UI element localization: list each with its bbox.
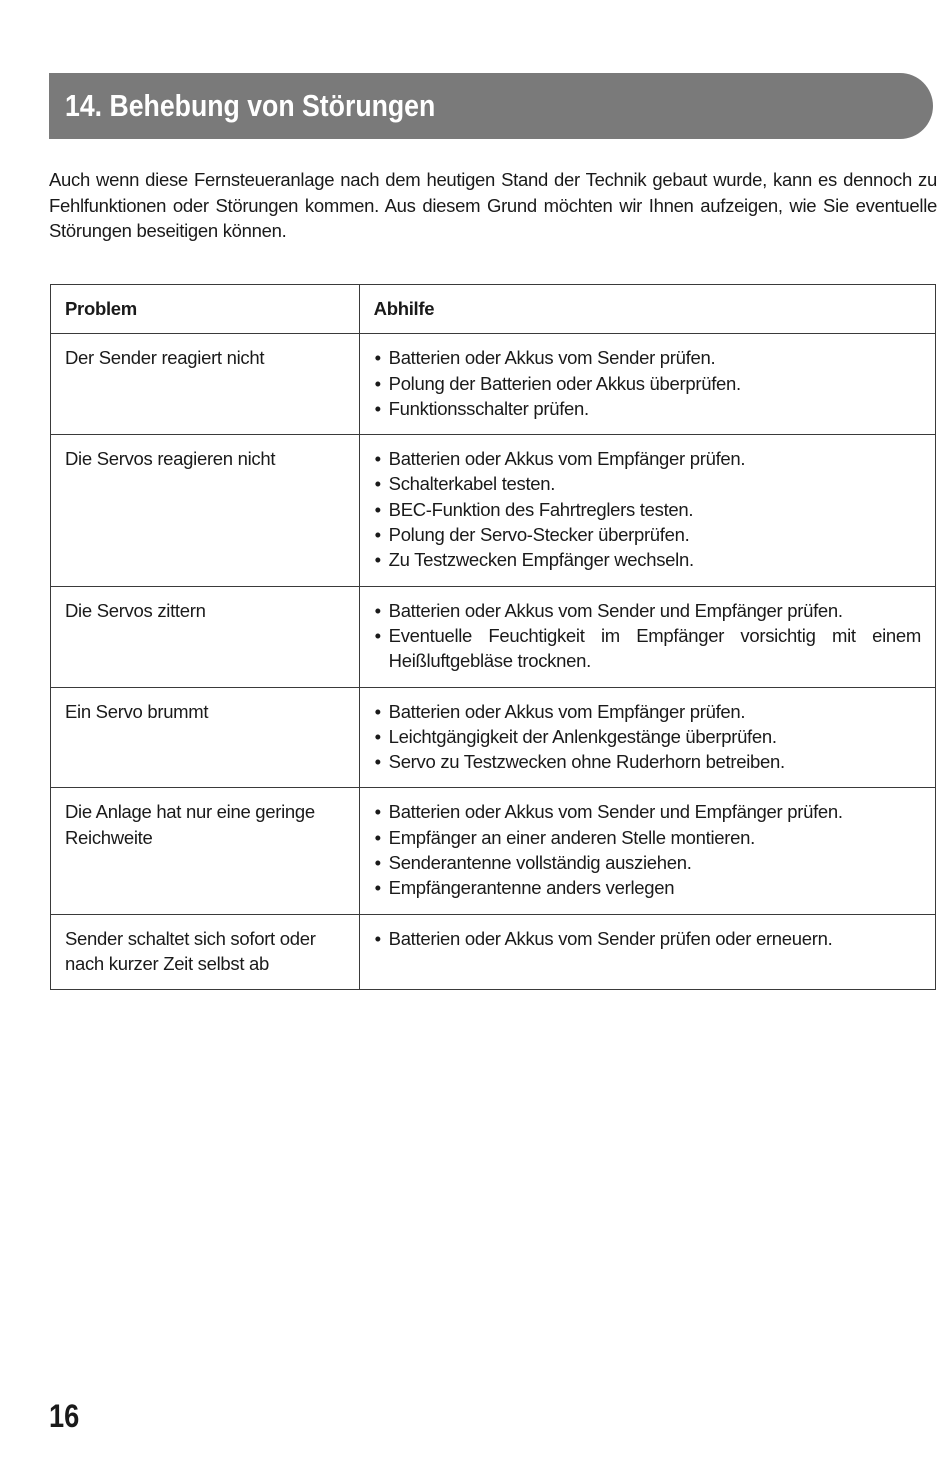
remedy-item: • Batterien oder Akkus vom Sender prüfen. (374, 345, 921, 370)
remedy-item: • Polung der Servo-Stecker überprüfen. (374, 522, 921, 547)
remedy-list (374, 598, 921, 674)
remedy-item: • Batterien oder Akkus vom Sender und Empfänger prüfen. (374, 799, 921, 824)
remedy-item: • Leichtgängigkeit der Anlenkgestänge überprüfen. (374, 724, 921, 749)
remedy-item: • Empfängerantenne anders verlegen (374, 875, 921, 900)
header-problem: Problem (51, 285, 360, 334)
remedy-cell (359, 586, 935, 687)
remedy-item: • Batterien oder Akkus vom Empfänger prüfen. (374, 446, 921, 471)
remedy-item: • Batterien oder Akkus vom Sender und Empfänger prüfen. (374, 598, 921, 623)
remedy-item: • Senderantenne vollständig ausziehen. (374, 850, 921, 875)
remedy-list (374, 926, 921, 951)
remedy-item: • Servo zu Testzwecken ohne Ruderhorn betreiben. (374, 749, 921, 774)
table-row (51, 586, 936, 687)
remedy-item: • Schalterkabel testen. (374, 471, 921, 496)
problem-cell: Die Servos reagieren nicht (51, 435, 360, 586)
remedy-item: • Batterien oder Akkus vom Empfänger prüfen. (374, 699, 921, 724)
remedy-cell (359, 914, 935, 990)
remedy-cell (359, 334, 935, 435)
remedy-item: • BEC-Funktion des Fahrtreglers testen. (374, 497, 921, 522)
table-row (51, 914, 936, 990)
problem-cell: Sender schaltet sich sofort oder nach kurzer Zeit selbst ab (51, 914, 360, 990)
remedy-item: • Polung der Batterien oder Akkus überprüfen. (374, 371, 921, 396)
section-header-banner (49, 73, 933, 139)
table-header-row (51, 285, 936, 334)
problem-cell: Ein Servo brummt (51, 687, 360, 788)
remedy-cell (359, 788, 935, 914)
table-row (51, 687, 936, 788)
header-remedy: Abhilfe (359, 285, 935, 334)
remedy-list (374, 345, 921, 421)
remedy-item: • Batterien oder Akkus vom Sender prüfen oder erneuern. (374, 926, 921, 951)
problem-cell: Der Sender reagiert nicht (51, 334, 360, 435)
page-number: 16 (49, 1398, 80, 1434)
table-row (51, 435, 936, 586)
remedy-cell (359, 687, 935, 788)
remedy-item: • Empfänger an einer anderen Stelle montieren. (374, 825, 921, 850)
remedy-cell (359, 435, 935, 586)
table-row (51, 334, 936, 435)
troubleshooting-table (50, 284, 936, 990)
section-title: 14. Behebung von Störungen (65, 88, 436, 123)
remedy-list (374, 446, 921, 572)
table-row (51, 788, 936, 914)
intro-paragraph: Auch wenn diese Fernsteueranlage nach dem heutigen Stand der Technik gebaut wurde, kann es dennoch zu Fehlfunktionen oder Störungen kommen. Aus diesem Grund möchten wir Ihnen aufzeigen, wie Sie eventuelle Störungen beseitigen können. (49, 169, 937, 241)
remedy-item: • Zu Testzwecken Empfänger wechseln. (374, 547, 921, 572)
remedy-item: • Funktionsschalter prüfen. (374, 396, 921, 421)
problem-cell: Die Anlage hat nur eine geringe Reichweite (51, 788, 360, 914)
remedy-item: • Eventuelle Feuchtigkeit im Empfänger vorsichtig mit einem Heißluftgebläse trocknen. (374, 623, 921, 674)
remedy-list (374, 699, 921, 775)
problem-cell: Die Servos zittern (51, 586, 360, 687)
remedy-list (374, 799, 921, 900)
